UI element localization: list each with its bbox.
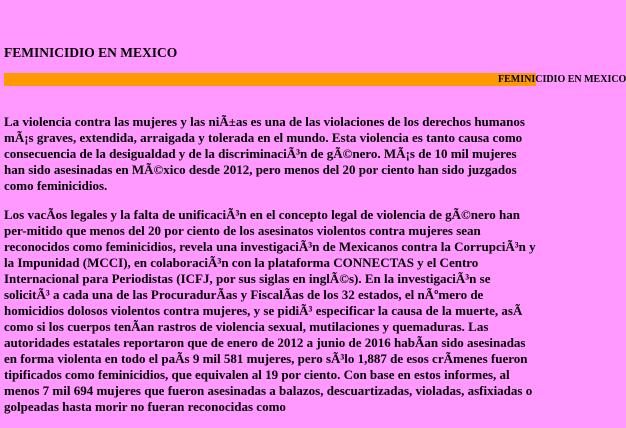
marquee-banner xyxy=(4,73,626,86)
article-paragraph-2: Los vacÃos legales y la falta de unificaciÃ³n en el concepto legal de violencia de gÃ©nero han per-mitido que menos del 20 por ciento de los asesinatos violentos contra mujeres sean reconocidos como feminicidios, revela una investigaciÃ³n de Mexicanos contra la CorrupciÃ³n y la Impunidad (MCCI), en colaboraciÃ³n con la plataforma CONNECTAS y el Centro Internacional para Periodistas (ICFJ, por sus siglas en inglÃ©s). En la investigaciÃ³n se solicitÃ³ a cada una de las ProcuradurÃas y FiscalÃas de los 32 estados, el nÃºmero de homicidios dolosos violentos contra mujeres, y se pidiÃ³ especificar la causa de la muerte, asÃ como si los cuerpos tenÃan rastros de violencia sexual, mutilaciones y quemaduras. Las autoridades estatales reportaron que de enero de 2012 a junio de 2016 habÃan sido asesinadas en forma violenta en todo el paÃs 9 mil 581 mujeres, pero sÃ³lo 1,887 de esos crÃmenes fueron tipificados como feminicidios, que equivalen al 19 por ciento. Con base en estos informes, al menos 7 mil 694 mujeres que fueron asesinadas a balazos, descuartizadas, violadas, asfixiadas o golpeadas hasta morir no fueran reconocidas como xyxy=(4,207,536,414)
page-title: FEMINICIDIO EN MEXICO xyxy=(4,45,178,60)
marquee-text: FEMINICIDIO EN MEXICO xyxy=(498,74,626,85)
article-paragraph-1: La violencia contra las mujeres y las niÃ±as es una de las violaciones de los derechos humanos mÃ¡s graves, extendida, arraigada y tolerada en el mundo. Esta violencia es tanto causa como consecuencia de la desigualdad y de la discriminaciÃ³n de gÃ©nero. MÃ¡s de 10 mil mujeres han sido asesinadas en MÃ©xico desde 2012, pero menos del 20 por ciento han sido juzgados como feminicidios. xyxy=(4,114,525,193)
article-body xyxy=(4,114,536,428)
